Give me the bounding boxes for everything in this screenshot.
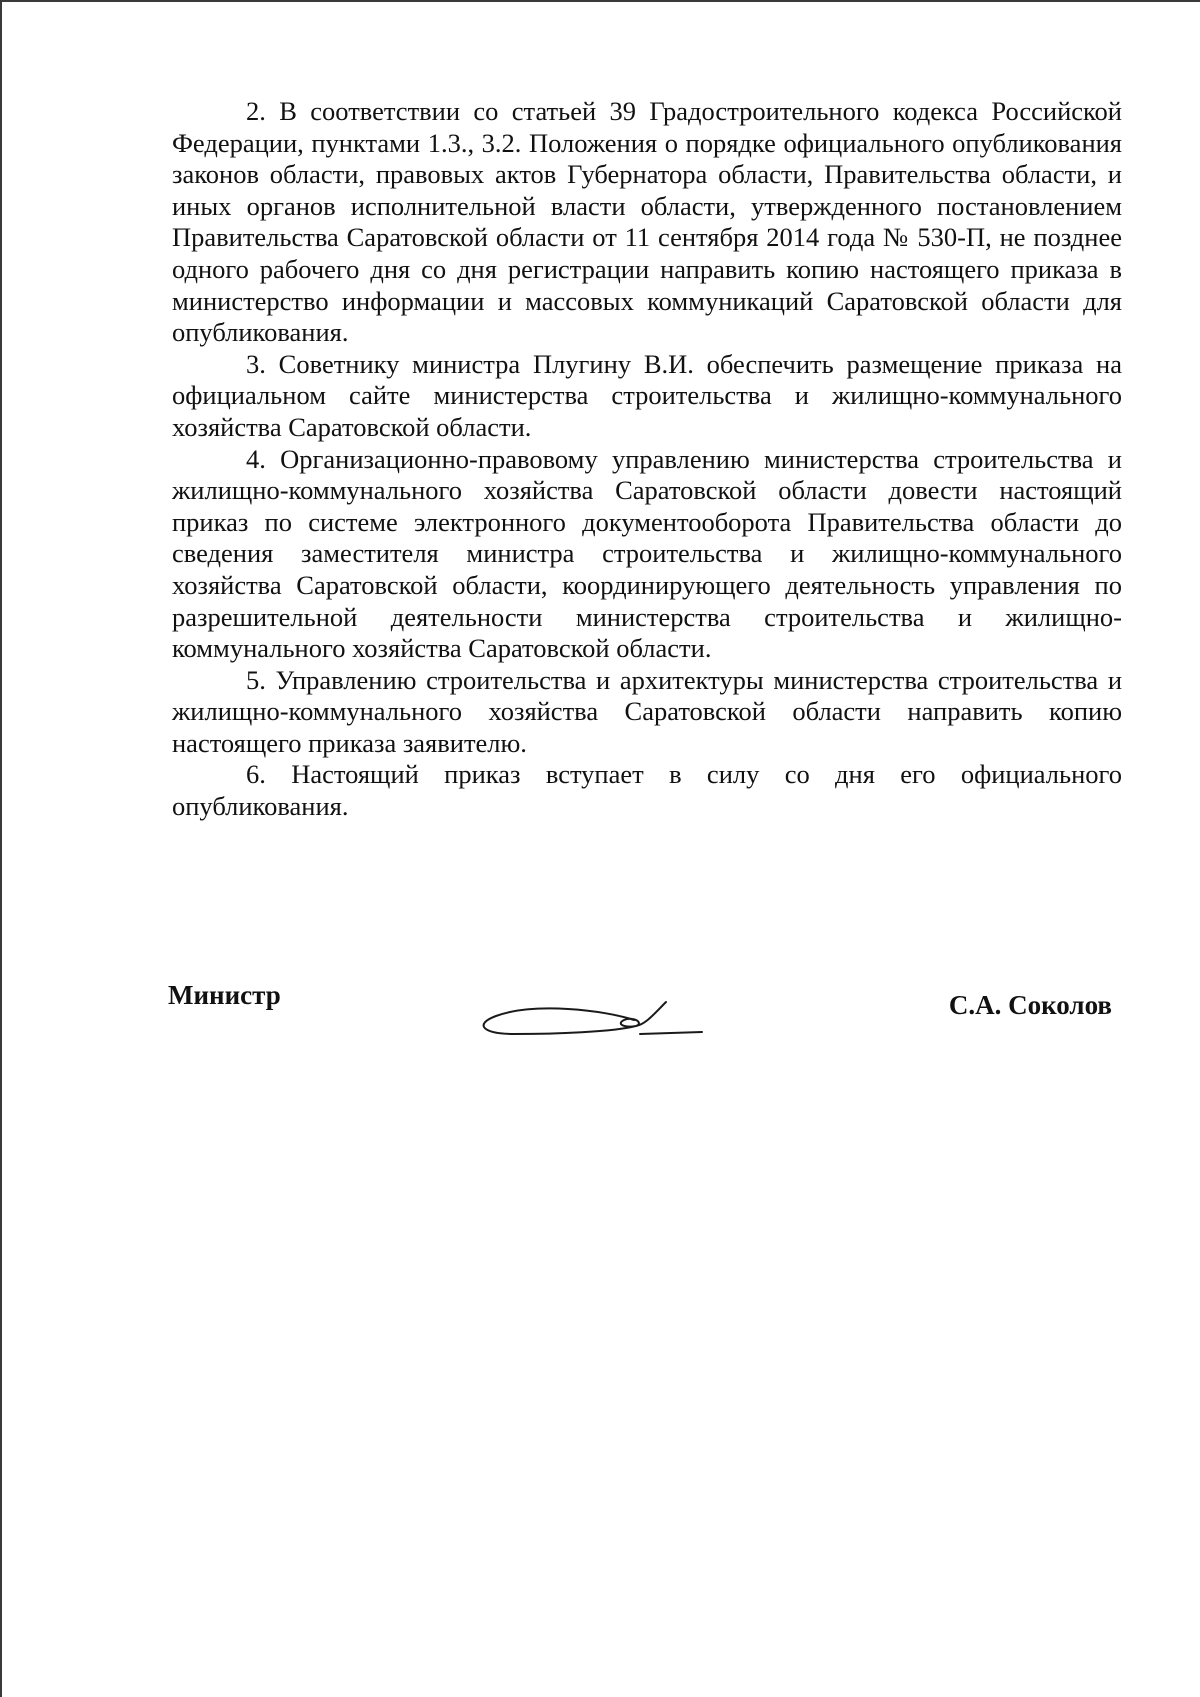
page-left-border: [0, 0, 2, 1697]
paragraph-4: 4. Организационно-правовому управлению министерства строительства и жилищно-коммунального хозяйства Саратовской области довести настоящий приказ по системе электронного документооборота Правительства области до сведения заместителя министра строительства и жилищно-коммунального хозяйства Саратовской области, координирующего деятельность управления по разрешительной деятельности министерства строительства и жилищно-коммунального хозяйства Саратовской области.: [172, 443, 1122, 664]
document-body: [172, 96, 1122, 823]
paragraph-6: 6. Настоящий приказ вступает в силу со дня его официального опубликования.: [172, 759, 1122, 822]
signatory-name: С.А. Соколов: [948, 990, 1112, 1020]
handwritten-signature: [474, 976, 704, 1046]
paragraph-5: 5. Управлению строительства и архитектуры министерства строительства и жилищно-коммунального хозяйства Саратовской области направить копию настоящего приказа заявителю.: [172, 664, 1122, 758]
paragraph-2: 2. В соответствии со статьей 39 Градостроительного кодекса Российской Федерации, пунктами 1.3., 3.2. Положения о порядке официального опубликования законов области, правовых актов Губернатора области, Правительства области, и иных органов исполнительной власти области, утвержденного постановлением Правительства Саратовской области от 11 сентября 2014 года № 530-П, не позднее одного рабочего дня со дня регистрации направить копию настоящего приказа в министерство информации и массовых коммуникаций Саратовской области для опубликования.: [172, 96, 1122, 348]
paragraph-3: 3. Советнику министра Плугину В.И. обеспечить размещение приказа на официальном сайте министерства строительства и жилищно-коммунального хозяйства Саратовской области.: [172, 348, 1122, 442]
page-top-border: [0, 0, 1200, 2]
signatory-title: Министр: [168, 980, 281, 1010]
signature-block: [168, 972, 1112, 1052]
